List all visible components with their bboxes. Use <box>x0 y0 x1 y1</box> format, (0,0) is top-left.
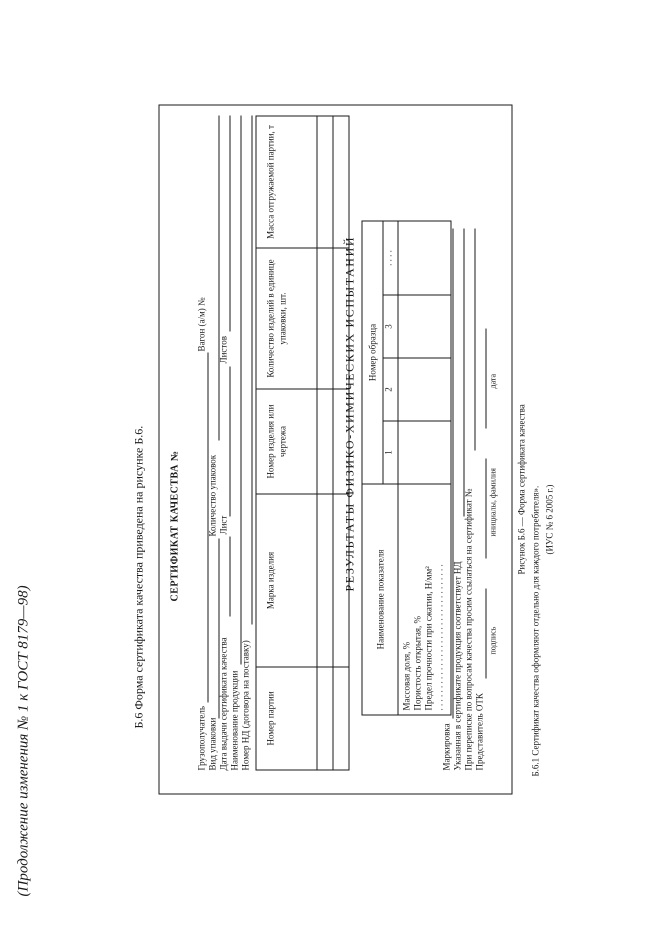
indicator-item: Массовая доля, % <box>401 641 412 711</box>
sample-col: 1 <box>383 421 398 484</box>
col-header: Масса отгружаемой партии, т <box>256 116 317 248</box>
fill-line <box>252 116 253 625</box>
signature-caption: подпись <box>488 626 498 655</box>
fill-line <box>475 229 476 451</box>
sample-col: 2 <box>383 358 398 421</box>
field-marking: Маркировка <box>441 723 452 771</box>
sample-col: 3 <box>383 295 398 358</box>
fill-line <box>230 367 231 517</box>
field-nd-statement: Указанная в сертификате продукция соответствует НД <box>452 561 463 771</box>
table-row <box>256 116 317 770</box>
table-row <box>398 221 451 715</box>
note-text: Б.6.1 Сертификат качества оформляют отдельно для каждого потребителя». <box>530 485 541 777</box>
fill-line <box>464 229 465 517</box>
figure-caption: Рисунок Б.6 — Форма сертификата качества <box>516 404 527 575</box>
field-sheet: Лист <box>218 515 229 535</box>
fill-line <box>486 589 487 679</box>
batch-table <box>256 116 350 771</box>
rotated-page <box>0 1 661 937</box>
ius-reference: (ИУС № 6 2005 г.) <box>544 484 555 555</box>
fill-line <box>241 116 242 665</box>
table-row <box>317 116 333 770</box>
field-issue-date: Дата выдачи сертификата качества <box>218 637 229 771</box>
indicator-item: Пористость открытая, % <box>412 615 423 711</box>
table-row <box>362 221 383 715</box>
certificate-title: СЕРТИФИКАТ КАЧЕСТВА № <box>169 450 181 602</box>
indicator-header: Наименование показателя <box>362 484 398 715</box>
field-otk: Представитель ОТК <box>474 693 485 771</box>
col-header: Количество изделий в единице упаковки, шт. <box>256 248 317 389</box>
field-claims: При переписке по вопросам качества просим ссылаться на сертификат № <box>463 488 474 771</box>
intro-text: Б.6 Форма сертификата качества приведена на рисунке Б.6. <box>131 425 146 729</box>
field-nd-number: Номер НД (договора на поставку) <box>240 640 251 771</box>
fill-line <box>486 329 487 429</box>
field-wagon: Вагон (а/м) № <box>196 297 207 352</box>
field-sheets: Листов <box>218 336 229 364</box>
indicator-item: Предел прочности при сжатии, Н/мм² <box>423 566 434 711</box>
sample-header: Номер образца <box>362 221 383 484</box>
col-header: Номер изделия или чертежа <box>256 389 317 494</box>
field-packaging: Вид упаковки <box>207 717 218 771</box>
fill-line <box>230 537 231 617</box>
date-caption: дата <box>488 373 498 389</box>
fill-line <box>486 459 487 559</box>
results-table <box>362 221 452 716</box>
fill-line <box>230 116 231 332</box>
col-header: Номер партии <box>256 667 317 770</box>
col-header: Марка изделия <box>256 494 317 667</box>
initials-caption: инициалы, фамилия <box>488 468 498 537</box>
sample-col: . . . . <box>383 221 398 295</box>
indicator-list <box>398 484 451 715</box>
field-product-name: Наименование продукции <box>229 670 240 771</box>
field-packages-count: Количество упаковок <box>207 454 218 537</box>
results-title: РЕЗУЛЬТАТЫ ФИЗИКО-ХИМИЧЕСКИХ ИСПЫТАНИЙ <box>342 235 357 592</box>
fill-line <box>219 116 220 441</box>
field-consignee: Грузополучатель <box>196 705 207 771</box>
indicator-item: . . . . . . . . . . . . . . . . . . . . . . . . . . . . . . . . . <box>434 564 445 711</box>
header-note: (Продолжение изменения № 1 к ГОСТ 8179—98) <box>15 585 32 897</box>
